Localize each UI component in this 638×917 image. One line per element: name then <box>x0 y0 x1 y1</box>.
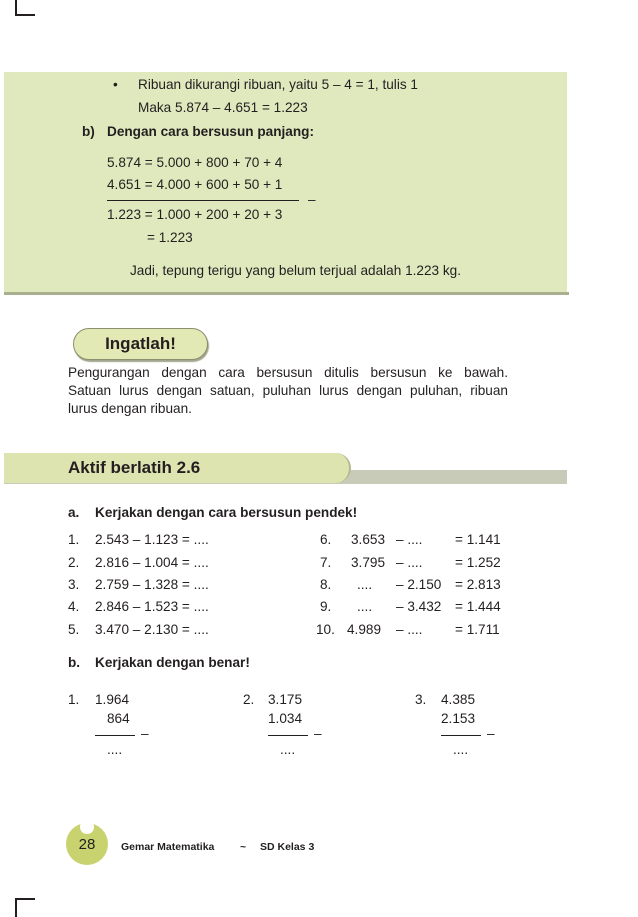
calc-minus: – <box>308 192 316 207</box>
stack-top: 4.385 <box>441 692 476 707</box>
part-b-title: Dengan cara bersusun panjang: <box>107 124 314 139</box>
item-res: = 1.141 <box>455 532 501 547</box>
stack-bottom: 2.153 <box>441 711 476 726</box>
calc-line-2: 4.651 = 4.000 + 600 + 50 + 1 <box>107 177 283 192</box>
ingatlah-badge <box>73 328 208 360</box>
item-expr: 2.759 – 1.328 = .... <box>95 577 209 592</box>
stack-rule <box>268 735 308 736</box>
item-num: 1. <box>68 532 80 547</box>
stack-op: – <box>314 726 322 741</box>
box-line-1: Ribuan dikurangi ribuan, yaitu 5 – 4 = 1, tulis 1 <box>138 77 418 92</box>
stack-num: 3. <box>415 692 427 707</box>
part-a-label: a. <box>68 505 80 520</box>
item-num: 10. <box>316 622 335 637</box>
stack-answer: .... <box>107 742 123 757</box>
item-op: – 2.150 <box>396 577 442 592</box>
item-num: 7. <box>320 555 332 570</box>
part-b-label-2: b. <box>68 655 81 670</box>
part-b-title-2: Kerjakan dengan benar! <box>95 655 250 670</box>
stack-answer: .... <box>280 742 296 757</box>
bullet: • <box>113 77 118 92</box>
part-b-label: b) <box>82 124 95 139</box>
stack-num: 1. <box>68 692 80 707</box>
item-expr: 2.816 – 1.004 = .... <box>95 555 209 570</box>
item-a: .... <box>357 599 373 614</box>
item-num: 8. <box>320 577 332 592</box>
crop-mark-bottom-vertical <box>15 898 17 917</box>
box-line-2: Maka 5.874 – 4.651 = 1.223 <box>138 100 308 115</box>
item-expr: 2.543 – 1.123 = .... <box>95 532 209 547</box>
crop-mark-bottom-horizontal <box>15 898 35 900</box>
page-number: 28 <box>78 836 96 853</box>
item-a: 3.653 <box>351 532 386 547</box>
page-number-dot <box>80 820 94 834</box>
stack-op: – <box>487 726 495 741</box>
ingatlah-line-3: lurus dengan ribuan. <box>68 401 192 416</box>
part-a-title: Kerjakan dengan cara bersusun pendek! <box>95 505 358 520</box>
item-a: .... <box>357 577 373 592</box>
conclusion: Jadi, tepung terigu yang belum terjual adalah 1.223 kg. <box>130 263 462 278</box>
calc-line-1: 5.874 = 5.000 + 800 + 70 + 4 <box>107 155 283 170</box>
example-box-underline <box>4 292 569 295</box>
item-res: = 1.711 <box>455 622 500 637</box>
ingatlah-line-2: Satuan lurus dengan satuan, puluhan lurus dengan puluhan, ribuan <box>68 383 508 398</box>
footer-separator: ~ <box>240 841 247 853</box>
item-op: – 3.432 <box>396 599 442 614</box>
footer-grade: SD Kelas 3 <box>260 841 315 853</box>
item-a: 3.795 <box>351 555 386 570</box>
item-expr: 2.846 – 1.523 = .... <box>95 599 209 614</box>
stack-bottom: 1.034 <box>268 711 303 726</box>
item-op: – .... <box>396 622 423 637</box>
item-expr: 3.470 – 2.130 = .... <box>95 622 209 637</box>
stack-top: 3.175 <box>268 692 303 707</box>
footer-book-title: Gemar Matematika <box>121 841 215 853</box>
item-a: 4.989 <box>347 622 382 637</box>
stack-answer: .... <box>453 742 469 757</box>
item-num: 3. <box>68 577 80 592</box>
stack-op: – <box>141 726 149 741</box>
item-num: 5. <box>68 622 80 637</box>
calc-line-4: = 1.223 <box>147 230 193 245</box>
section-title: Aktif berlatih 2.6 <box>68 458 201 477</box>
item-op: – .... <box>396 555 423 570</box>
ingatlah-line-1: Pengurangan dengan cara bersusun ditulis bersusun ke bawah. <box>68 365 508 380</box>
crop-mark-top-horizontal <box>15 14 35 16</box>
ingatlah-title: Ingatlah! <box>105 334 176 353</box>
stack-num: 2. <box>243 692 255 707</box>
calc-rule <box>107 200 299 201</box>
stack-top: 1.964 <box>95 692 130 707</box>
stack-bottom: 864 <box>107 711 130 726</box>
item-num: 2. <box>68 555 80 570</box>
calc-line-3: 1.223 = 1.000 + 200 + 20 + 3 <box>107 207 283 222</box>
stack-rule <box>95 735 135 736</box>
item-res: = 1.252 <box>455 555 501 570</box>
item-num: 4. <box>68 599 80 614</box>
item-num: 6. <box>320 532 332 547</box>
item-res: = 1.444 <box>455 599 501 614</box>
item-num: 9. <box>320 599 332 614</box>
crop-mark-top-vertical <box>15 0 17 14</box>
stack-rule <box>441 735 481 736</box>
item-op: – .... <box>396 532 423 547</box>
item-res: = 2.813 <box>455 577 501 592</box>
